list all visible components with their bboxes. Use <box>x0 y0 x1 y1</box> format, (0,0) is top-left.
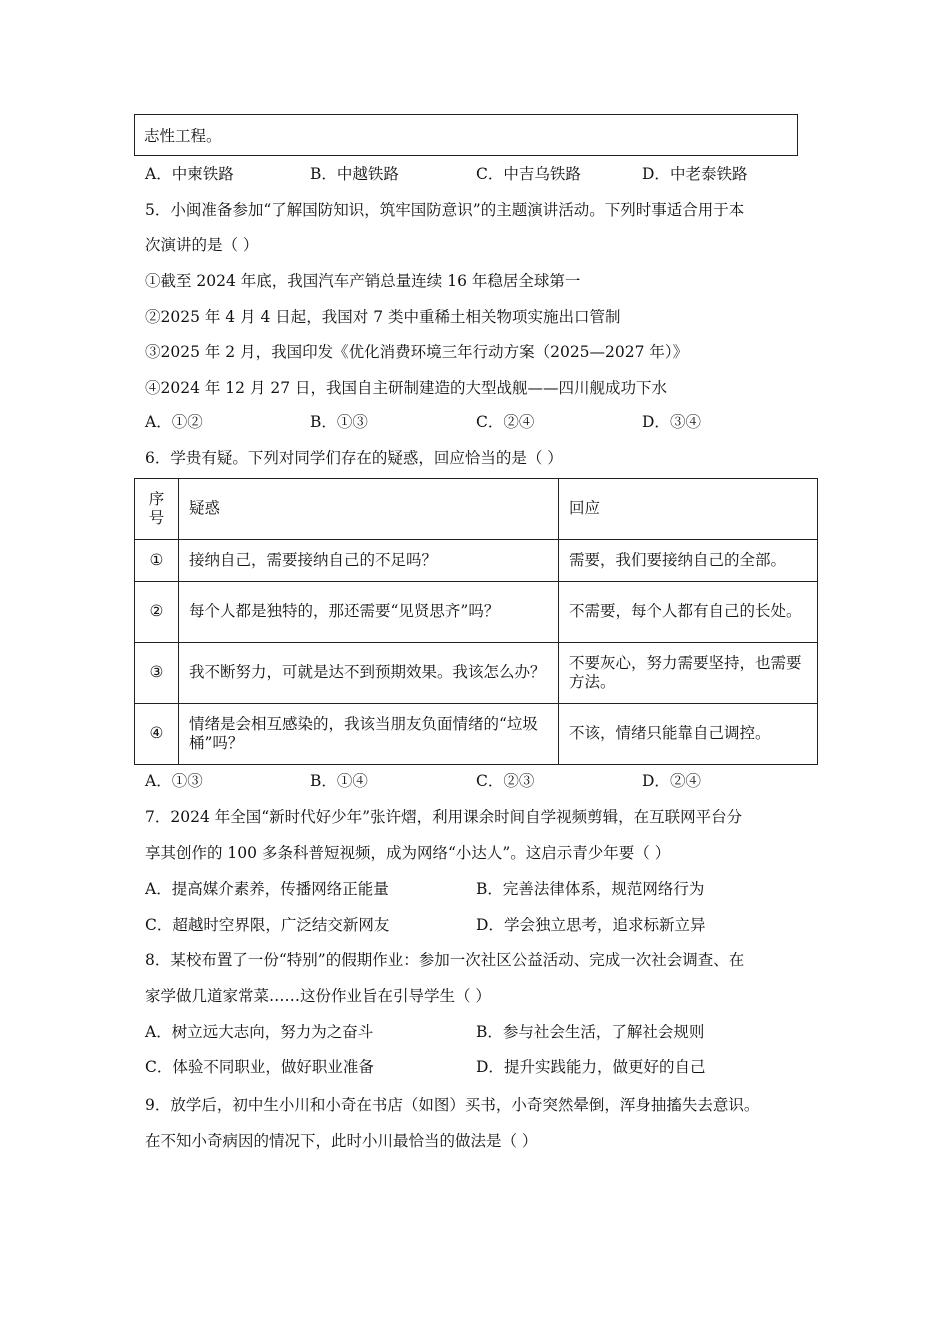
q7-stem-line2: 享其创作的 100 多条科普短视频，成为网络“小达人”。这启示青少年要（ ） <box>145 844 671 862</box>
q7-option-d[interactable]: D．学会独立思考，追求标新立异 <box>476 916 706 934</box>
q9-stem-line2: 在不知小奇病因的情况下，此时小川最恰当的做法是（ ） <box>145 1132 538 1150</box>
q6-option-a[interactable]: A．①③ <box>145 772 203 790</box>
q6-row-doubt: 每个人都是独特的，那还需要“见贤思齐”吗？ <box>179 582 559 643</box>
q8-option-a[interactable]: A．树立远大志向，努力为之奋斗 <box>145 1023 374 1041</box>
q6-option-c[interactable]: C．②③ <box>476 772 535 790</box>
q5-stem-line2: 次演讲的是（ ） <box>145 236 259 254</box>
q5-item-3: ③2025 年 2 月，我国印发《优化消费环境三年行动方案（2025—2027 年）》 <box>145 343 689 361</box>
q6-row-num: ① <box>135 540 179 582</box>
q6-stem: 6．学贵有疑。下列对同学们存在的疑惑，回应恰当的是（ ） <box>145 449 563 467</box>
q6-table-header-row <box>135 479 818 540</box>
q6-row-doubt: 我不断努力，可就是达不到预期效果。我该怎么办？ <box>179 643 559 704</box>
q6-row-response: 不需要，每个人都有自己的长处。 <box>559 582 818 643</box>
q6-row-response: 需要，我们要接纳自己的全部。 <box>559 540 818 582</box>
q5-option-a[interactable]: A．①② <box>145 413 203 431</box>
table-row <box>135 582 818 643</box>
q6-table <box>134 478 818 765</box>
q8-option-b[interactable]: B．参与社会生活，了解社会规则 <box>476 1023 705 1041</box>
q6-row-num: ② <box>135 582 179 643</box>
q6-row-doubt: 情绪是会相互感染的，我该当朋友负面情绪的“垃圾桶”吗？ <box>179 704 559 765</box>
q6-option-b[interactable]: B．①④ <box>310 772 368 790</box>
q9-stem-line1: 9．放学后，初中生小川和小奇在书店（如图）买书，小奇突然晕倒，浑身抽搐失去意识。 <box>145 1096 760 1114</box>
q8-option-c[interactable]: C．体验不同职业，做好职业准备 <box>145 1058 374 1076</box>
q6-row-response: 不该，情绪只能靠自己调控。 <box>559 704 818 765</box>
q6-row-num: ④ <box>135 704 179 765</box>
q4-material-box <box>134 114 798 156</box>
q6-row-doubt: 接纳自己，需要接纳自己的不足吗？ <box>179 540 559 582</box>
q5-stem-line1: 5．小闽准备参加“了解国防知识，筑牢国防意识”的主题演讲活动。下列时事适合用于本 <box>145 201 745 219</box>
q4-option-b[interactable]: B．中越铁路 <box>310 165 399 183</box>
q7-stem-line1: 7．2024 年全国“新时代好少年”张许熠，利用课余时间自学视频剪辑，在互联网平台分 <box>145 808 743 826</box>
q6-header-num: 序号 <box>135 479 179 540</box>
table-row <box>135 643 818 704</box>
q4-material-text: 志性工程。 <box>144 127 222 145</box>
q8-stem-line1: 8．某校布置了一份“特别”的假期作业：参加一次社区公益活动、完成一次社会调查、在 <box>145 951 745 969</box>
q6-row-response: 不要灰心，努力需要坚持，也需要方法。 <box>559 643 818 704</box>
q5-option-c[interactable]: C．②④ <box>476 413 535 431</box>
q5-item-1: ①截至 2024 年底，我国汽车产销总量连续 16 年稳居全球第一 <box>145 272 581 290</box>
q4-option-c[interactable]: C．中吉乌铁路 <box>476 165 581 183</box>
q5-item-4: ④2024 年 12 月 27 日，我国自主研制建造的大型战舰——四川舰成功下水 <box>145 379 668 397</box>
q6-option-d[interactable]: D．②④ <box>642 772 701 790</box>
q7-option-c[interactable]: C．超越时空界限，广泛结交新网友 <box>145 916 390 934</box>
table-row <box>135 540 818 582</box>
q6-header-doubt: 疑惑 <box>179 479 559 540</box>
q6-row-num: ③ <box>135 643 179 704</box>
q7-option-a[interactable]: A．提高媒介素养，传播网络正能量 <box>145 880 389 898</box>
q5-option-d[interactable]: D．③④ <box>642 413 701 431</box>
q4-option-d[interactable]: D．中老泰铁路 <box>642 165 748 183</box>
q8-option-d[interactable]: D．提升实践能力，做更好的自己 <box>476 1058 706 1076</box>
q5-item-2: ②2025 年 4 月 4 日起，我国对 7 类中重稀土相关物项实施出口管制 <box>145 308 621 326</box>
table-row <box>135 704 818 765</box>
q5-option-b[interactable]: B．①③ <box>310 413 368 431</box>
q8-stem-line2: 家学做几道家常菜……这份作业旨在引导学生（ ） <box>145 987 491 1005</box>
q4-option-a[interactable]: A．中柬铁路 <box>145 165 234 183</box>
q7-option-b[interactable]: B．完善法律体系，规范网络行为 <box>476 880 705 898</box>
q6-header-response: 回应 <box>559 479 818 540</box>
